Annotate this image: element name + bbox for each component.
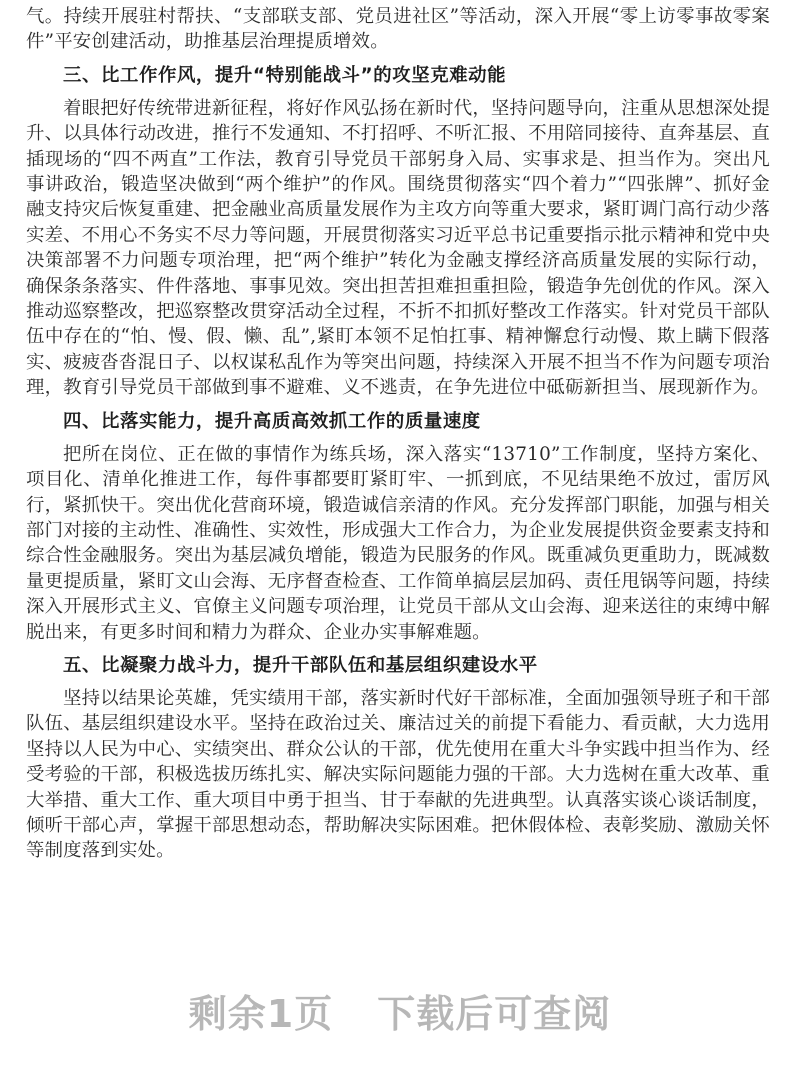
paragraph-section-3: 着眼把好传统带进新征程，将好作风弘扬在新时代，坚持问题导向，注重从思想深处提升、以具体行动改进，推行不发通知、不打招呼、不听汇报、不用陪同接待、直奔基层、直插现场的“四不两直”工作法，教育引导党员干部躬身入局、实事求是、担当作为。突出凡事讲政治，锻造坚决做到“两个维护”的作风。围绕贯彻落实“四个着力”“四张牌”、抓好金融支持灾后恢复重建、把金融业高质量发展作为主攻方向等重大要求，紧盯调门高行动少落实差、不用心不务实不尽力等问题，开展贯彻落实习近平总书记重要指示批示精神和党中央决策部署不力问题专项治理，把“两个维护”转化为金融支撑经济高质量发展的实际行动，确保条条落实、件件落地、事事见效。突出担苦担难担重担险，锻造争先创优的作风。深入推动巡察整改，把巡察整改贯穿活动全过程，不折不扣抓好整改工作落实。针对党员干部队伍中存在的“怕、慢、假、懒、乱”,紧盯本领不足怕扛事、精神懈怠行动慢、欺上瞒下假落实、疲疲沓沓混日子、以权谋私乱作为等突出问题，持续深入开展不担当不作为问题专项治理，教育引导党员干部做到事不避难、义不逃责，在争先进位中砥砺新担当、展现新作为。 bbox=[26, 97, 770, 399]
paragraph-section-4: 把所在岗位、正在做的事情作为练兵场，深入落实“13710”工作制度，坚持方案化、项目化、清单化推进工作，每件事都要盯紧盯牢、一抓到底，不见结果绝不放过，雷厉风行，紧抓快干。突出优化营商环境，锻造诚信亲清的作风。充分发挥部门职能，加强与相关部门对接的主动性、准确性、实效性，形成强大工作合力，为企业发展提供资金要素支持和综合性金融服务。突出为基层减负增能，锻造为民服务的作风。既重减负更重助力，既减数量更提质量，紧盯文山会海、无序督查检查、工作简单搞层层加码、责任甩锅等问题，持续深入开展形式主义、官僚主义问题专项治理，让党员干部从文山会海、迎来送往的束缚中解脱出来，有更多时间和精力为群众、企业办实事解难题。 bbox=[26, 443, 770, 643]
remaining-pages-text: 剩余1页 bbox=[188, 992, 334, 1036]
paragraph-continued: 气。持续开展驻村帮扶、“支部联支部、党员进社区”等活动，深入开展“零上访零事故零案件”平安创建活动，助推基层治理提质增效。 bbox=[26, 6, 770, 53]
document-body bbox=[26, 0, 770, 864]
section-heading-5: 五、比凝聚力战斗力，提升干部队伍和基层组织建设水平 bbox=[63, 654, 538, 676]
section-heading-3: 三、比工作作风，提升“特别能战斗”的攻坚克难动能 bbox=[63, 64, 507, 86]
download-prompt-banner[interactable] bbox=[0, 983, 800, 1038]
section-heading-4: 四、比落实能力，提升高质高效抓工作的质量速度 bbox=[63, 410, 481, 432]
download-to-view-text: 下载后可查阅 bbox=[377, 992, 612, 1036]
paragraph-section-5: 坚持以结果论英雄，凭实绩用干部，落实新时代好干部标准，全面加强领导班子和干部队伍、基层组织建设水平。坚持在政治过关、廉洁过关的前提下看能力、看贡献，大力选用坚持以人民为中心、实绩突出、群众公认的干部，优先使用在重大斗争实践中担当作为、经受考验的干部，积极选拔历练扎实、解决实际问题能力强的干部。大力选树在重大改革、重大举措、重大工作、重大项目中勇于担当、甘于奉献的先进典型。认真落实谈心谈话制度，倾听干部心声，掌握干部思想动态，帮助解决实际困难。把休假体检、表彰奖励、激励关怀等制度落到实处。 bbox=[26, 687, 770, 862]
